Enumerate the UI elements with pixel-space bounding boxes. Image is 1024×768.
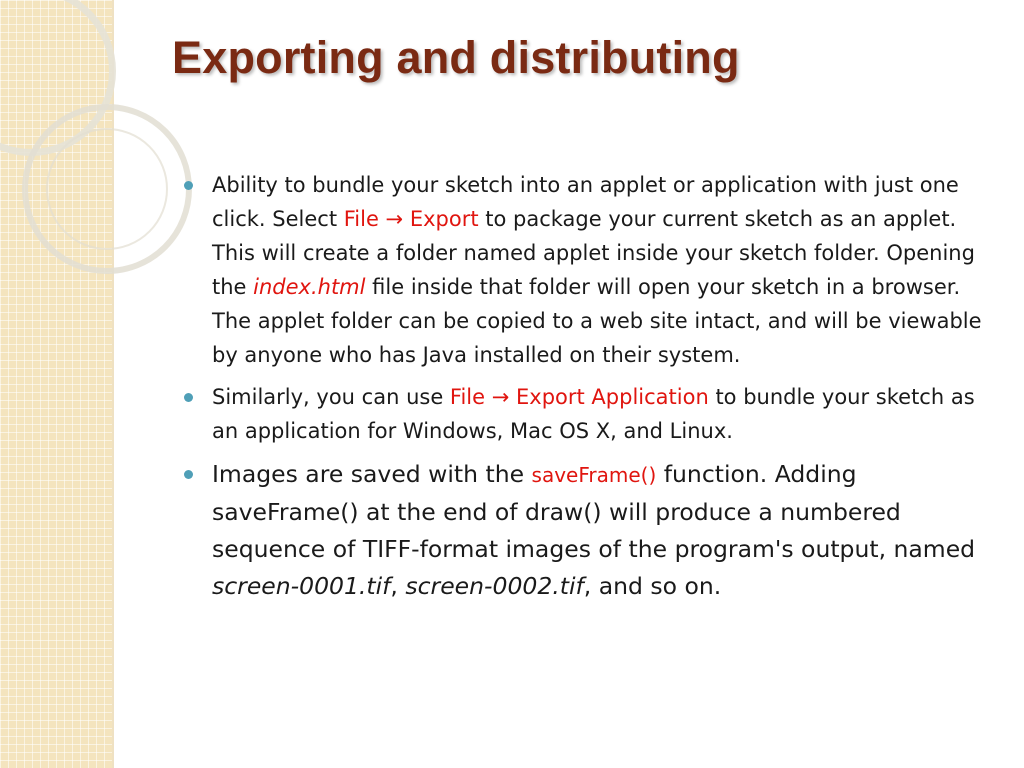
bullet-dot-icon: [184, 393, 193, 402]
bullet-text: function. Adding saveFrame() at the end of draw() will produce a numbered sequence of TIFF-format images of the program's output, named: [212, 460, 976, 563]
bullet-dot-icon: [184, 470, 193, 479]
filename-highlight: index.html: [253, 275, 366, 299]
bullet-text: to package your current sketch as an applet. This will create a folder named applet inside your sketch folder. Opening the: [212, 207, 975, 299]
function-name-highlight: saveFrame(): [531, 463, 657, 487]
menu-path-highlight: File → Export: [343, 207, 479, 231]
bullet-text: Ability to bundle your sketch into an applet or application with just one click. Select: [212, 173, 959, 231]
menu-path-highlight: File → Export Application: [449, 385, 709, 409]
bullet-text: ,: [390, 572, 406, 600]
bullet-list: [184, 168, 999, 605]
slide-title: Exporting and distributing: [172, 32, 740, 83]
bullet-text: Similarly, you can use: [212, 385, 450, 409]
filename-example: screen-0002.tif: [405, 572, 584, 600]
bullet-text: to bundle your sketch as an application for Windows, Mac OS X, and Linux.: [212, 385, 975, 443]
filename-example: screen-0001.tif: [212, 572, 391, 600]
bullet-dot-icon: [184, 181, 193, 190]
bullet-text: file inside that folder will open your sketch in a browser. The applet folder can be copied to a web site intact, and will be viewable by anyone who has Java installed on their system.: [212, 275, 982, 367]
bullet-text: , and so on.: [583, 572, 722, 600]
bullet-item-export-applet: [184, 168, 999, 372]
decorative-ring-inner: [46, 128, 168, 250]
bullet-text: Images are saved with the: [212, 460, 532, 488]
bullet-item-save-frame: [184, 456, 999, 605]
bullet-item-export-application: [184, 380, 999, 448]
